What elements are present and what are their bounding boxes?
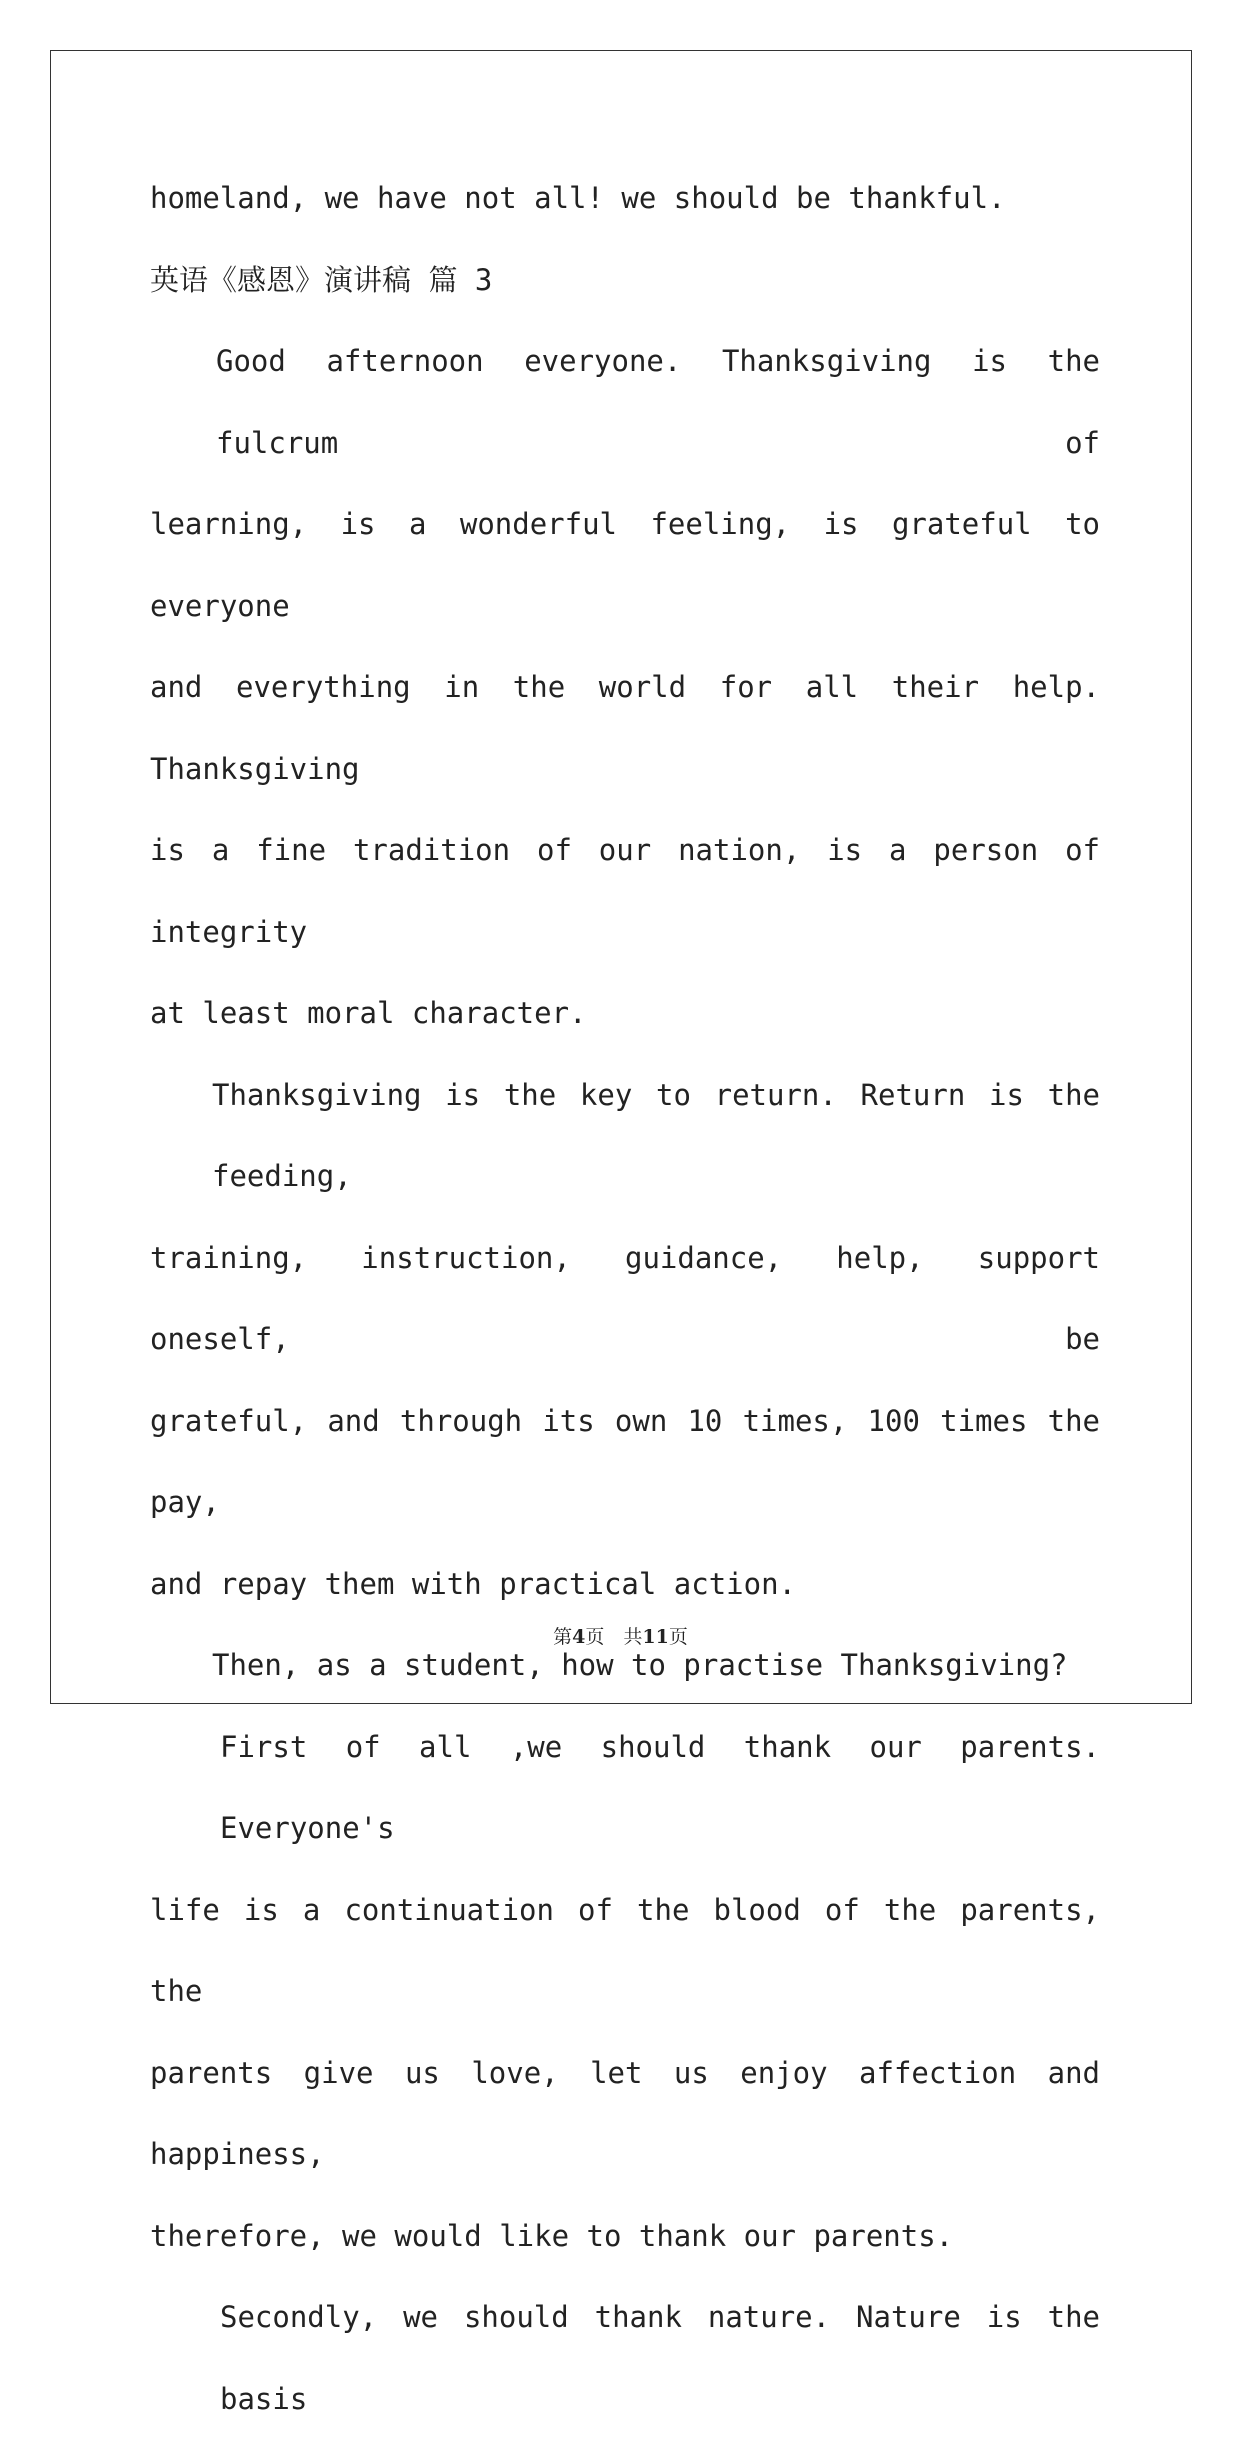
text-line: parents give us love, let us enjoy affection and happiness,: [150, 2055, 1100, 2171]
text-line: 英语《感恩》演讲稿 篇 3: [150, 262, 493, 297]
footer-total-pages: 11: [642, 1626, 669, 1648]
footer-prefix: 第: [553, 1626, 573, 1648]
text-line: Good afternoon everyone. Thanksgiving is the fulcrum of: [216, 344, 1100, 460]
text-line: learning, is a wonderful feeling, is grateful to everyone: [150, 507, 1100, 623]
text-line: therefore, we would like to thank our parents.: [150, 2218, 954, 2253]
text-line: grateful, and through its own 10 times, 100 times the pay,: [150, 1403, 1100, 1519]
text-line: and everything in the world for all their help. Thanksgiving: [150, 670, 1100, 786]
text-line: training, instruction, guidance, help, support oneself, be: [150, 1240, 1100, 1356]
footer-middle: 页 共: [585, 1626, 643, 1648]
text-line: at least moral character.: [150, 996, 587, 1030]
footer-page-number: 4: [572, 1626, 586, 1648]
text-line: Secondly, we should thank nature. Nature is the basis: [220, 2300, 1100, 2416]
footer-suffix: 页: [668, 1626, 688, 1648]
text-line: Thanksgiving is the key to return. Return is the feeding,: [212, 1077, 1100, 1193]
text-line: and repay them with practical action.: [150, 1566, 797, 1601]
text-line: homeland, we have not all! we should be thankful.: [150, 181, 1006, 215]
page-footer: [0, 1622, 1241, 1649]
text-line: First of all ,we should thank our parents. Everyone's: [220, 1729, 1100, 1845]
text-line: Then, as a student, how to practise Thanksgiving?: [212, 1648, 1068, 1682]
text-line: is a fine tradition of our nation, is a person of integrity: [150, 833, 1100, 949]
document-body: [150, 158, 1100, 2440]
text-line: life is a continuation of the blood of the parents, the: [150, 1892, 1100, 2008]
